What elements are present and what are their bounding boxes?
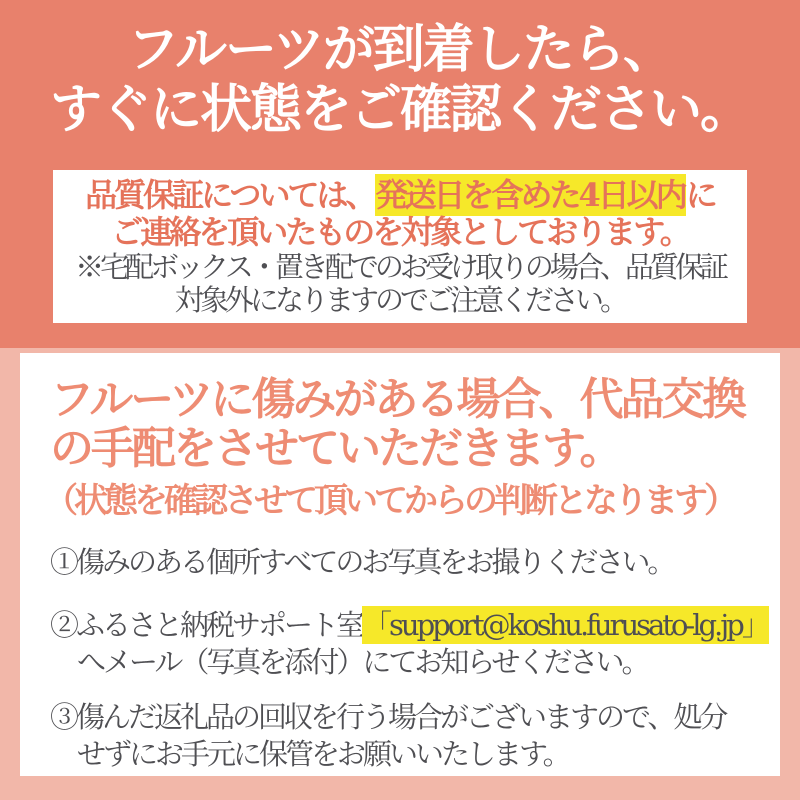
guarantee-line-2: ご連絡を頂いたものを対象としております。 [111,212,689,251]
page-title [0,20,800,140]
exchange-heading [50,375,780,473]
step-2-line-1 [50,607,780,644]
guarantee-note-line-2: 対象外になりますのでご注意ください。 [174,282,625,317]
guarantee-highlight: 発送日を含めた4日以内 [375,175,685,214]
step-2-line-2: へメール（写真を添付）にてお知らせください。 [77,645,648,679]
guarantee-note-line-1: ※宅配ボックス・置き配でのお受け取りの場合、品質保証 [75,249,725,284]
steps-list [50,544,780,773]
top-section [0,0,800,348]
bottom-section [0,348,800,800]
support-email-highlight: 「support@koshu.furusato-lg.jp」 [363,608,768,642]
exchange-subnote: （状態を確認させて頂いてからの判断となります） [44,481,734,521]
guarantee-line-1-prefix: 品質保証については、 [85,175,375,214]
guarantee-line-1-suffix: に [685,175,715,214]
step-item-3 [50,699,780,773]
exchange-heading-line-1: フルーツに傷みがある場合、代品交換 [50,374,744,425]
title-line-1: フルーツが到着したら、 [127,19,673,80]
exchange-heading-line-2: の手配をさせていただきます。 [50,423,621,474]
step-3-line-1: ③傷んだ返礼品の回収を行う場合がございますので、処分 [50,700,726,734]
title-line-2: すぐに状態をご確認ください。 [49,79,750,140]
guarantee-box [53,170,747,323]
step-3-line-2: せずにお手元に保管をお願いいたします。 [77,737,569,771]
step-1-line-1: ①傷みのある個所すべてのお写真をお撮りください。 [50,545,674,579]
step-item-1 [50,544,780,581]
step-2-prefix: ②ふるさと納税サポート室 [50,608,363,642]
exchange-box [20,353,780,776]
step-item-2 [50,607,780,681]
guarantee-line-1 [85,177,715,214]
